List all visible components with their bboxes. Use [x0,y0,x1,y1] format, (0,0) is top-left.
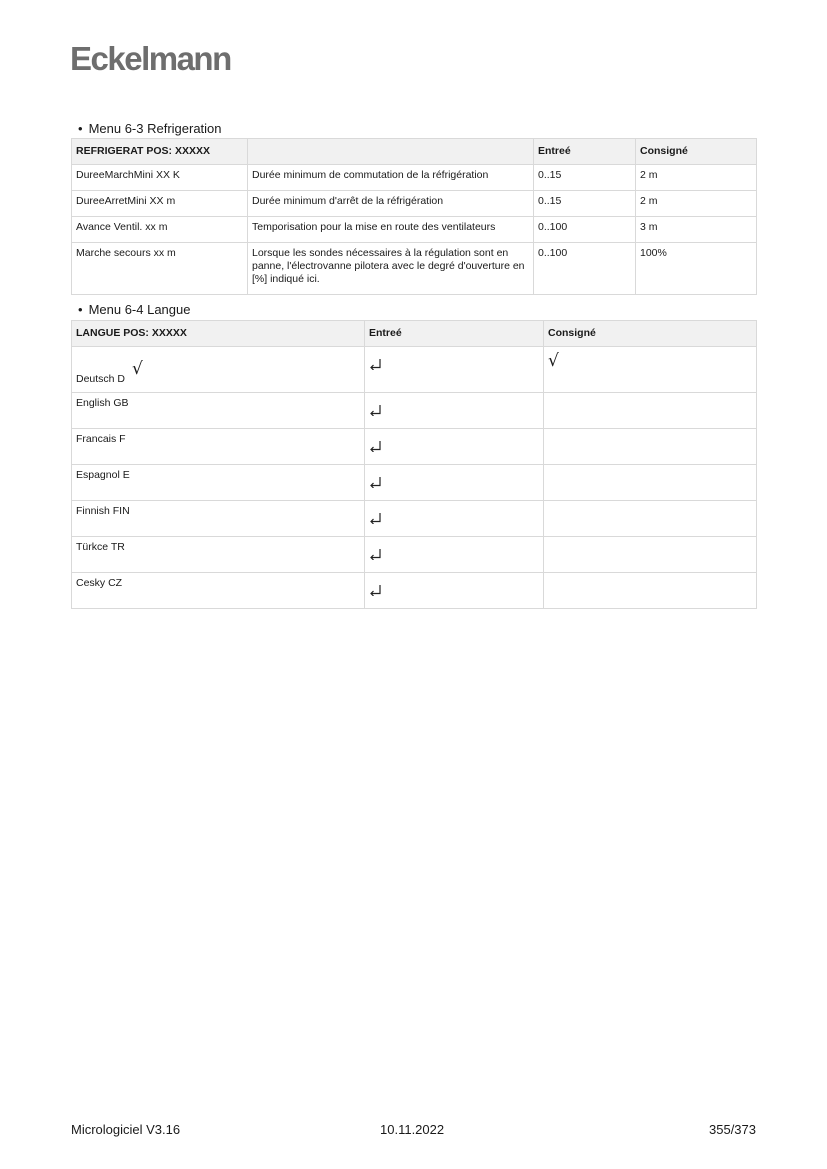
column-header: Consigné [636,139,757,165]
enter-icon[interactable] [369,477,382,492]
column-header: Entreé [365,321,544,347]
enter-cell[interactable] [365,573,544,609]
table-row [72,165,757,191]
column-header: REFRIGERAT POS: XXXXX [72,139,248,165]
parameter-cell: Marche secours xx m [72,243,248,295]
enter-icon[interactable] [369,549,382,564]
enter-cell[interactable] [365,347,544,393]
selected-cell [544,501,757,537]
language-label: Finnish FIN [72,501,365,537]
language-cell [72,347,365,393]
description-cell: Durée minimum de commutation de la réfrigération [248,165,534,191]
language-row[interactable] [72,465,757,501]
column-header [248,139,534,165]
enter-icon[interactable] [369,359,382,374]
enter-cell[interactable] [365,537,544,573]
language-label: Francais F [72,429,365,465]
company-logo: Eckelmann [70,40,231,77]
selected-cell [544,429,757,465]
selected-cell [544,347,757,393]
section-title-refrigeration [78,121,222,136]
setpoint-cell: 2 m [636,191,757,217]
footer-software-version: Micrologiciel V3.16 [71,1122,181,1137]
selected-cell [544,393,757,429]
table-row [72,217,757,243]
table-row [72,243,757,295]
language-row[interactable] [72,501,757,537]
section-title-text: Menu 6-3 Refrigeration [88,121,222,136]
bullet: • [78,121,83,136]
selected-cell [544,573,757,609]
language-row[interactable] [72,347,757,393]
column-header: Entreé [534,139,636,165]
range-cell: 0..100 [534,243,636,295]
language-row[interactable] [72,393,757,429]
enter-icon[interactable] [369,585,382,600]
range-cell: 0..100 [534,217,636,243]
description-cell: Durée minimum d'arrêt de la réfrigération [248,191,534,217]
setpoint-cell: 2 m [636,165,757,191]
parameter-cell: DureeMarchMini XX K [72,165,248,191]
language-label: Deutsch D [76,372,126,385]
selected-cell [544,537,757,573]
selected-cell [544,465,757,501]
setpoint-cell: 100% [636,243,757,295]
language-table [71,320,757,609]
bullet: • [78,302,83,317]
enter-icon[interactable] [369,513,382,528]
checkmark-icon: √ [131,358,143,379]
refrigeration-table [71,138,757,295]
range-cell: 0..15 [534,191,636,217]
checkmark-icon: √ [548,351,559,371]
table-header-row [72,139,757,165]
language-label: Espagnol E [72,465,365,501]
parameter-cell: DureeArretMini XX m [72,191,248,217]
language-row[interactable] [72,537,757,573]
description-cell: Lorsque les sondes nécessaires à la régulation sont en panne, l'électrovanne pilotera avec le degré d'ouverture en [%] indiqué ici. [248,243,534,295]
enter-icon[interactable] [369,405,382,420]
column-header: LANGUE POS: XXXXX [72,321,365,347]
language-row[interactable] [72,573,757,609]
footer-page-number: 355/373 [709,1122,756,1137]
enter-cell[interactable] [365,393,544,429]
parameter-cell: Avance Ventil. xx m [72,217,248,243]
section-title-text: Menu 6-4 Langue [88,302,191,317]
column-header: Consigné [544,321,757,347]
setpoint-cell: 3 m [636,217,757,243]
footer-date: 10.11.2022 [380,1122,445,1137]
language-label: Türkce TR [72,537,365,573]
table-row [72,191,757,217]
enter-cell[interactable] [365,501,544,537]
enter-cell[interactable] [365,429,544,465]
table-header-row [72,321,757,347]
enter-icon[interactable] [369,441,382,456]
language-row[interactable] [72,429,757,465]
range-cell: 0..15 [534,165,636,191]
language-label: English GB [72,393,365,429]
enter-cell[interactable] [365,465,544,501]
language-label: Cesky CZ [72,573,365,609]
description-cell: Temporisation pour la mise en route des ventilateurs [248,217,534,243]
section-title-language [78,302,190,317]
